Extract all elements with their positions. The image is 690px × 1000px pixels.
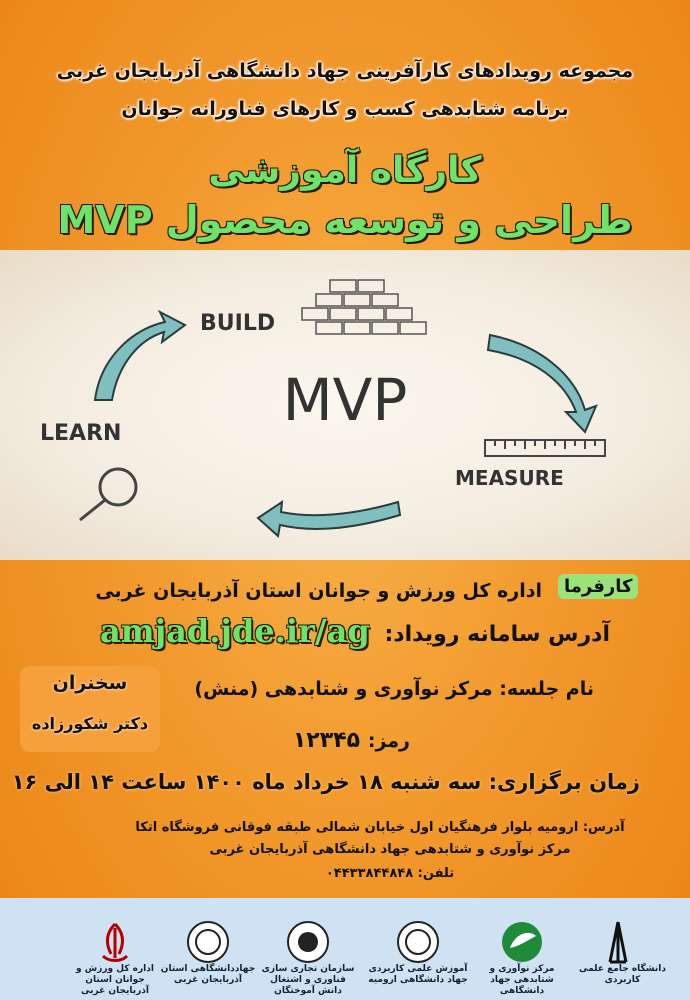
- workshop-subtitle: طراحی و توسعه محصول MVP: [57, 198, 633, 242]
- speaker-name: دکتر شکورزاده: [31, 714, 149, 733]
- mvp-cycle-diagram: [0, 250, 690, 560]
- address-url[interactable]: amjad.jde.ir/ag: [100, 612, 370, 650]
- diagram-learn: LEARN: [40, 421, 122, 446]
- jihad-logo-icon-2: [388, 918, 448, 968]
- header-line1: مجموعه رویدادهای کارآفرینی جهاد دانشگاهی آذربایجان غربی: [56, 60, 634, 82]
- password-value: ۱۲۳۴۵: [292, 728, 360, 753]
- password-label: رمز:: [367, 730, 410, 752]
- logo-caption-5: مرکز نوآوری و شتابدهی جهاد دانشگاهی: [489, 964, 555, 996]
- logo-caption-2: جهاددانشگاهی استان آذربایجان غربی: [160, 964, 256, 985]
- address-line1: آدرس: ارومیه بلوار فرهنگیان اول خیابان شمالی طبقه فوقانی فروشگاه اتکا: [135, 820, 625, 835]
- logo-caption-4: آموزش علمی کاربردی جهاد دانشگاهی ارومیه: [368, 964, 468, 985]
- university-logo-icon: [588, 918, 648, 968]
- ruler-icon: [485, 440, 605, 456]
- logo-caption-6: دانشگاه جامع علمی کاربردی: [579, 964, 666, 985]
- phone-line: تلفن: ۰۴۴۳۳۸۴۴۸۴۸: [325, 866, 455, 881]
- diagram-mvp: MVP: [282, 366, 408, 434]
- iran-emblem-icon: [85, 918, 145, 968]
- employer-text: اداره کل ورزش و جوانان استان آذربایجان غربی: [95, 580, 542, 602]
- mvp-sketch: [0, 250, 690, 560]
- session-name: نام جلسه: مرکز نوآوری و شتابدهی (منش): [194, 678, 594, 700]
- workshop-title: کارگاه آموزشی: [208, 150, 482, 191]
- innovation-center-logo-icon: [492, 918, 552, 968]
- speaker-box: [20, 666, 160, 752]
- employer-tag: کارفرما: [564, 576, 633, 597]
- logo-caption-1: اداره کل ورزش و جوانان استان آذربایجان غربی: [76, 964, 154, 996]
- header-line2: برنامه شتابدهی کسب و کارهای فناورانه جوانان: [121, 98, 569, 120]
- diagram-build: BUILD: [200, 311, 276, 336]
- diagram-measure: MEASURE: [455, 466, 564, 490]
- employer-tag-box: [558, 574, 638, 599]
- event-time: زمان برگزاری: سه شنبه ۱۸ خرداد ماه ۱۴۰۰ ساعت ۱۴ الی ۱۶: [11, 770, 640, 794]
- brick-wall-icon: [302, 280, 426, 334]
- magnifier-icon: [80, 469, 136, 520]
- address-line2: مرکز نوآوری و شتابدهی جهاد دانشگاهی آذربایجان غربی: [209, 842, 571, 857]
- tech-org-logo-icon: [278, 918, 338, 968]
- logo-caption-3: سازمان تجاری سازی فناوری و اشتغال دانش آموختگان: [261, 964, 355, 996]
- speaker-label: سخنران: [52, 672, 128, 694]
- jihad-logo-icon-1: [178, 918, 238, 968]
- address-label: آدرس سامانه رویداد:: [384, 622, 610, 647]
